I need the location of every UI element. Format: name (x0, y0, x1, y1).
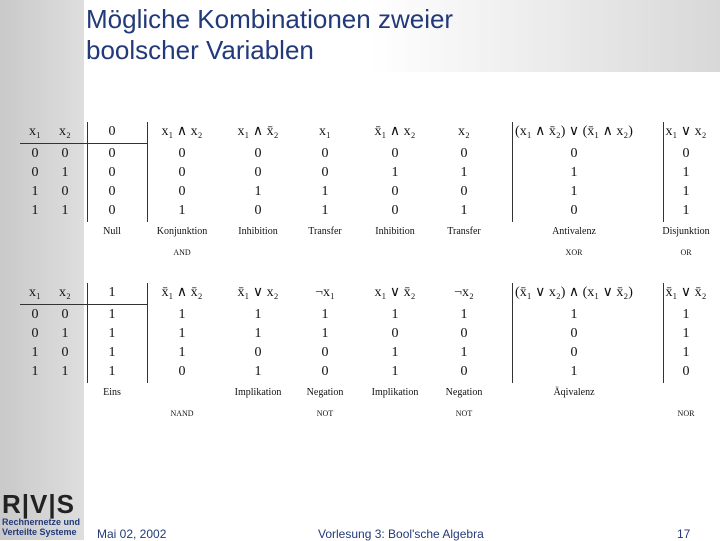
column-sublabel: NOT (316, 409, 334, 418)
table-cell: 1 (321, 184, 329, 199)
header-underline (20, 304, 147, 305)
table-cell: 1 (391, 165, 399, 180)
table-cell: 0 (31, 146, 39, 161)
table-cell: 0 (391, 326, 399, 341)
table-cell: 0 (31, 326, 39, 341)
table-divider (147, 283, 148, 383)
table-cell: 1 (178, 203, 186, 218)
header-cell: x̄₁ ∨ x₂ (237, 285, 279, 300)
table-cell: 1 (108, 345, 116, 360)
table-cell: 0 (391, 203, 399, 218)
table-cell: 1 (682, 307, 690, 322)
table-cell: 0 (460, 326, 468, 341)
table-cell: 0 (570, 203, 578, 218)
table-divider (87, 283, 88, 383)
table-cell: 1 (321, 203, 329, 218)
table-cell: 0 (254, 345, 262, 360)
slide-title-line1: Mögliche Kombinationen zweier (86, 4, 454, 34)
table-cell: 0 (391, 184, 399, 199)
column-label: Transfer (447, 226, 481, 237)
table-divider (512, 122, 513, 222)
table-cell: 1 (682, 203, 690, 218)
table-cell: 1 (31, 345, 39, 360)
header-cell: x₂ (59, 124, 71, 139)
table-cell: 1 (682, 165, 690, 180)
table-cell: 1 (460, 203, 468, 218)
header-cell: x₂ (458, 124, 470, 139)
column-label: Konjunktion (156, 226, 208, 237)
column-sublabel: OR (680, 248, 692, 257)
table-cell: 1 (391, 345, 399, 360)
table-cell: 1 (254, 307, 262, 322)
header-cell: x₁ (319, 124, 331, 139)
header-cell: x₂ (59, 285, 71, 300)
column-sublabel: NOR (677, 409, 695, 418)
footer-lecture: Vorlesung 3: Bool'sche Algebra (318, 527, 484, 541)
table-cell: 0 (460, 146, 468, 161)
table-cell: 0 (178, 364, 186, 379)
table-cell: 1 (31, 184, 39, 199)
table-cell: 0 (254, 146, 262, 161)
column-label: Eins (103, 387, 121, 398)
table-cell: 1 (31, 203, 39, 218)
header-cell: (x₁ ∧ x̄₂) ∨ (x̄₁ ∧ x₂) (515, 124, 633, 139)
header-cell: x₁ ∧ x̄₂ (237, 124, 279, 139)
header-cell: x₁ ∧ x₂ (161, 124, 203, 139)
table-cell: 1 (178, 307, 186, 322)
header-cell: x₁ ∨ x₂ (665, 124, 707, 139)
column-label: Negation (445, 387, 483, 398)
table-divider (663, 283, 664, 383)
table-cell: 1 (391, 364, 399, 379)
table-cell: 1 (254, 184, 262, 199)
table-cell: 0 (178, 146, 186, 161)
column-label: Inhibition (375, 226, 415, 237)
logo-mark: R|V|S (2, 489, 76, 519)
column-label: Null (103, 226, 121, 237)
truth-table-1 (20, 122, 720, 272)
table-cell: 1 (321, 326, 329, 341)
header-cell: (x̄₁ ∨ x₂) ∧ (x₁ ∨ x̄₂) (515, 285, 633, 300)
column-sublabel: NOT (455, 409, 473, 418)
table-cell: 0 (254, 165, 262, 180)
column-sublabel: AND (173, 248, 191, 257)
logo-line2: Verteilte Systeme (2, 527, 77, 537)
table-cell: 1 (31, 364, 39, 379)
table-cell: 0 (460, 184, 468, 199)
table-cell: 0 (321, 364, 329, 379)
table-cell: 0 (108, 146, 116, 161)
table-cell: 0 (61, 307, 69, 322)
slide-title (86, 4, 453, 66)
column-label: Implikation (234, 387, 282, 398)
table-cell: 1 (570, 364, 578, 379)
table-cell: 1 (682, 345, 690, 360)
table-divider (512, 283, 513, 383)
table-cell: 0 (391, 146, 399, 161)
table-cell: 0 (321, 146, 329, 161)
header-cell: ¬x₂ (454, 285, 474, 300)
table-cell: 1 (570, 165, 578, 180)
table-cell: 0 (178, 165, 186, 180)
header-cell: x₁ ∨ x̄₂ (374, 285, 416, 300)
slide-title-line2: boolscher Variablen (86, 35, 314, 65)
table-cell: 1 (108, 326, 116, 341)
footer-date: Mai 02, 2002 (97, 527, 167, 541)
table-cell: 0 (61, 146, 69, 161)
table-cell: 0 (570, 345, 578, 360)
table-divider (663, 122, 664, 222)
table-cell: 1 (61, 364, 69, 379)
header-cell: x̄₁ ∧ x₂ (374, 124, 416, 139)
logo-line1: Rechnernetze und (2, 517, 81, 527)
table-cell: 1 (460, 345, 468, 360)
table-cell: 0 (321, 345, 329, 360)
table-cell: 0 (108, 165, 116, 180)
table-cell: 0 (31, 307, 39, 322)
table-cell: 1 (108, 364, 116, 379)
table-cell: 0 (178, 184, 186, 199)
column-sublabel: NAND (170, 409, 194, 418)
table-cell: 1 (254, 326, 262, 341)
table-cell: 1 (321, 307, 329, 322)
table-cell: 1 (108, 307, 116, 322)
table-cell: 1 (254, 364, 262, 379)
column-label: Äqivalenz (553, 387, 595, 398)
table-cell: 0 (31, 165, 39, 180)
table-cell: 0 (570, 146, 578, 161)
table-cell: 1 (460, 307, 468, 322)
table-cell: 0 (108, 184, 116, 199)
table-divider (147, 122, 148, 222)
column-label: Antivalenz (552, 226, 596, 237)
table-cell: 0 (61, 184, 69, 199)
table-cell: 1 (682, 184, 690, 199)
table-cell: 0 (321, 165, 329, 180)
table-cell: 1 (570, 307, 578, 322)
column-label: Disjunktion (662, 226, 710, 237)
table-cell: 1 (391, 307, 399, 322)
table-cell: 1 (682, 326, 690, 341)
rvs-logo (2, 491, 82, 537)
table-cell: 1 (178, 345, 186, 360)
header-cell: x₁ (29, 285, 41, 300)
column-label: Inhibition (238, 226, 278, 237)
table-cell: 1 (570, 184, 578, 199)
table-cell: 1 (61, 165, 69, 180)
table-cell: 0 (682, 146, 690, 161)
header-cell: 1 (108, 285, 116, 300)
table-divider (87, 122, 88, 222)
header-cell: x̄₁ ∧ x̄₂ (161, 285, 203, 300)
header-cell: 0 (108, 124, 116, 139)
table-cell: 1 (460, 165, 468, 180)
table-cell: 0 (460, 364, 468, 379)
table-cell: 1 (61, 203, 69, 218)
header-cell: x₁ (29, 124, 41, 139)
column-label: Transfer (308, 226, 342, 237)
table-cell: 0 (570, 326, 578, 341)
table-cell: 1 (178, 326, 186, 341)
truth-table-2 (20, 283, 720, 433)
table-cell: 0 (108, 203, 116, 218)
column-label: Negation (306, 387, 344, 398)
table-cell: 0 (254, 203, 262, 218)
header-cell: ¬x₁ (315, 285, 335, 300)
table-cell: 0 (61, 345, 69, 360)
table-cell: 1 (61, 326, 69, 341)
column-sublabel: XOR (565, 248, 583, 257)
column-label: Implikation (371, 387, 419, 398)
table-cell: 0 (682, 364, 690, 379)
header-underline (20, 143, 147, 144)
footer-page-number: 17 (677, 527, 691, 541)
header-cell: x̄₁ ∨ x̄₂ (665, 285, 707, 300)
